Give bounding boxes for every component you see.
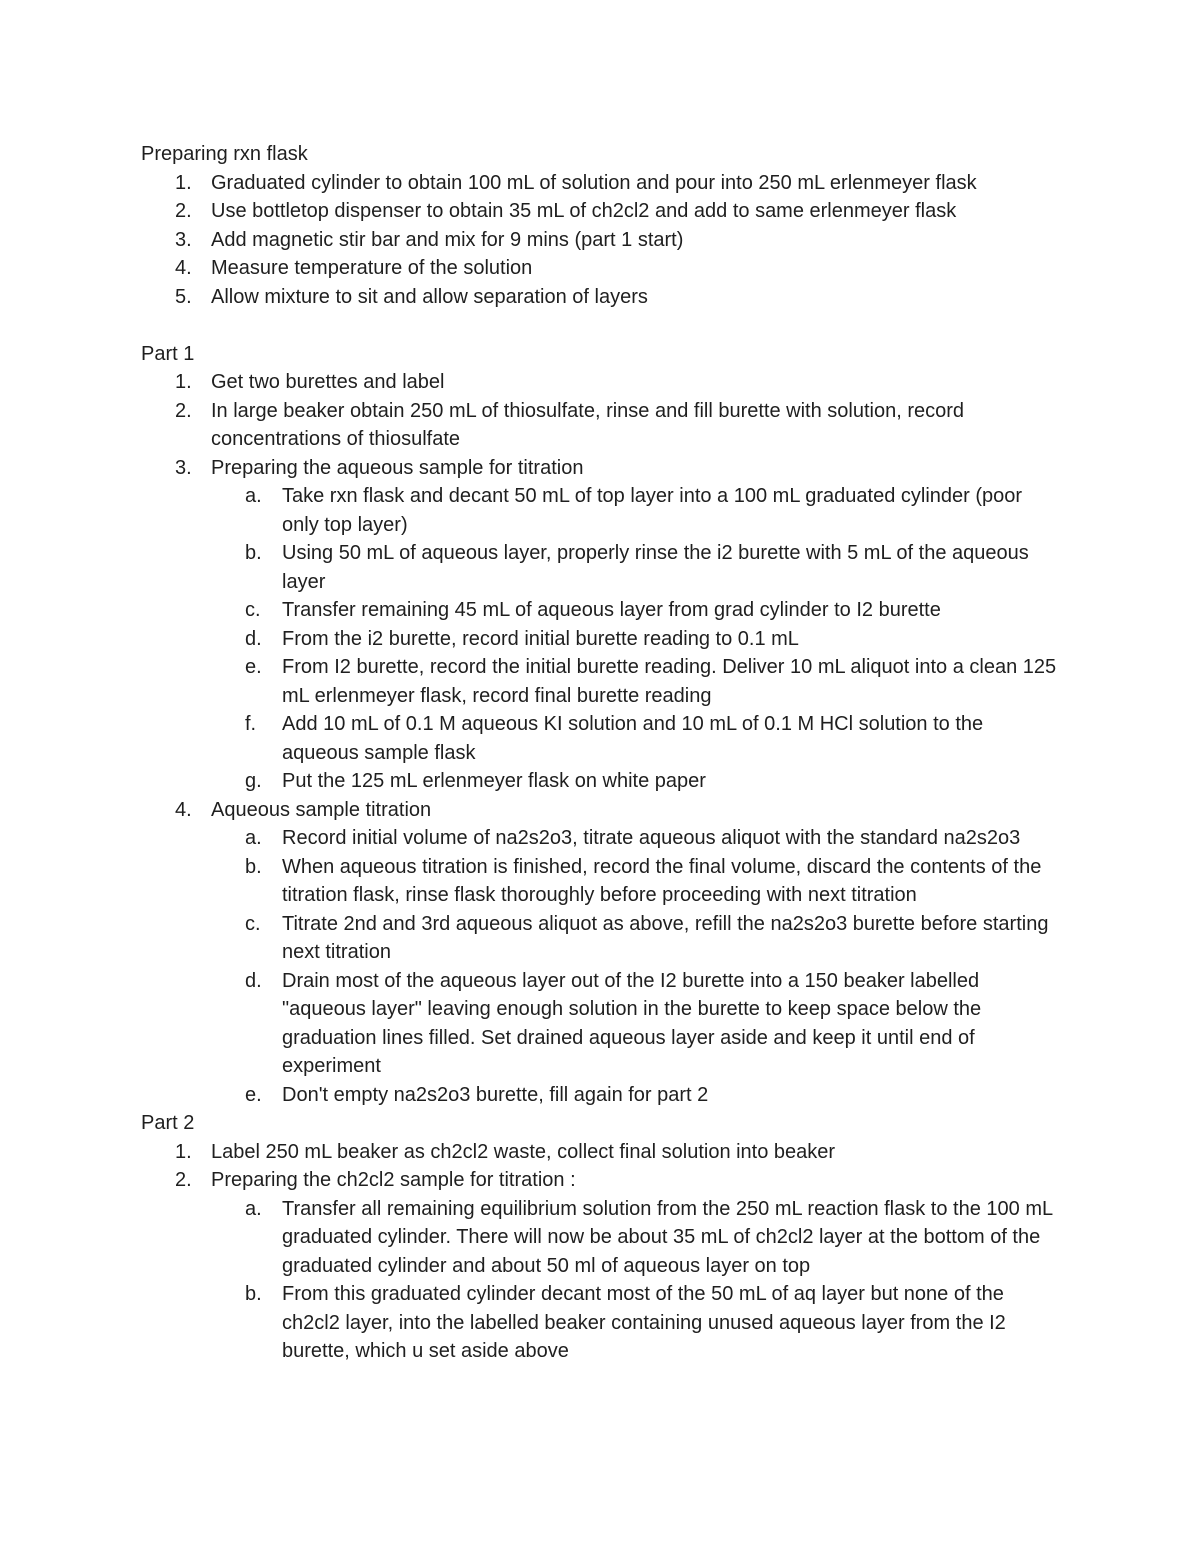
section-preparing-rxn-flask (141, 140, 1061, 311)
sub-list-item-text: Transfer remaining 45 mL of aqueous layer from grad cylinder to I2 burette (282, 599, 941, 621)
list-number: 1. (175, 1140, 192, 1163)
section-title: Part 1 (141, 342, 195, 365)
numbered-list (141, 368, 1061, 1109)
sub-list-item (211, 1081, 1061, 1110)
sub-list-item (211, 910, 1061, 967)
list-item (141, 1166, 1061, 1366)
blank-line (141, 311, 1061, 340)
sub-list-item-text: Drain most of the aqueous layer out of the I2 burette into a 150 beaker labelled "aqueous layer" leaving enough solution in the burette to keep space below the graduation lines filled. Set drained aqueous layer aside and keep it until end of experiment (282, 969, 982, 1077)
list-item-text: Allow mixture to sit and allow separation of layers (211, 285, 648, 308)
document-page (141, 140, 1061, 1366)
list-item-text: Add magnetic stir bar and mix for 9 mins (part 1 start) (211, 228, 684, 251)
list-letter: c. (245, 599, 261, 621)
sub-list-item (211, 653, 1061, 710)
list-letter: b. (245, 542, 262, 564)
list-number: 5. (175, 285, 192, 308)
lettered-list (211, 1195, 1061, 1366)
list-item (141, 796, 1061, 1110)
section-part-1 (141, 340, 1061, 1110)
list-letter: c. (245, 912, 261, 935)
list-number: 4. (175, 798, 192, 821)
lettered-list (211, 482, 1061, 796)
list-item-text: Measure temperature of the solution (211, 257, 533, 279)
sub-list-item (211, 853, 1061, 910)
list-letter: d. (245, 969, 262, 992)
sub-list-item (211, 967, 1061, 1081)
sub-list-item-text: Using 50 mL of aqueous layer, properly rinse the i2 burette with 5 mL of the aqueous layer (282, 542, 1029, 593)
list-item (141, 368, 1061, 397)
sub-list-item-text: From the i2 burette, record initial burette reading to 0.1 mL (282, 627, 799, 650)
list-letter: a. (245, 1197, 262, 1220)
list-item-text: Preparing the aqueous sample for titration (211, 456, 584, 479)
list-item-text: Aqueous sample titration (211, 798, 432, 821)
sub-list-item-text: Don't empty na2s2o3 burette, fill again for part 2 (282, 1083, 709, 1106)
list-letter: e. (245, 1083, 262, 1106)
list-number: 2. (175, 1169, 192, 1191)
sub-list-item (211, 1195, 1061, 1281)
list-letter: b. (245, 855, 262, 878)
list-letter: e. (245, 656, 262, 678)
lettered-list (211, 824, 1061, 1109)
sub-list-item-text: Put the 125 mL erlenmeyer flask on white paper (282, 770, 706, 792)
list-number: 4. (175, 257, 192, 279)
list-item-text: Label 250 mL beaker as ch2cl2 waste, collect final solution into beaker (211, 1140, 836, 1163)
sub-list-item (211, 1280, 1061, 1366)
list-item (141, 169, 1061, 198)
sub-list-item-text: Titrate 2nd and 3rd aqueous aliquot as above, refill the na2s2o3 burette before starting next titration (282, 912, 1049, 963)
list-item-text: Preparing the ch2cl2 sample for titration : (211, 1169, 576, 1191)
list-letter: d. (245, 627, 262, 650)
list-item (141, 397, 1061, 454)
sub-list-item (211, 539, 1061, 596)
list-number: 1. (175, 171, 192, 194)
list-letter: a. (245, 485, 262, 507)
section-part-2 (141, 1109, 1061, 1366)
sub-list-item (211, 824, 1061, 853)
sub-list-item-text: Add 10 mL of 0.1 M aqueous KI solution and 10 mL of 0.1 M HCl solution to the aqueous sample flask (282, 713, 984, 764)
list-item-text: Get two burettes and label (211, 371, 445, 393)
list-item (141, 254, 1061, 283)
list-letter: g. (245, 770, 262, 792)
sub-list-item-text: From I2 burette, record the initial burette reading. Deliver 10 mL aliquot into a clean 125 mL erlenmeyer flask, record final burette reading (282, 656, 1057, 707)
sub-list-item-text: Take rxn flask and decant 50 mL of top layer into a 100 mL graduated cylinder (poor only top layer) (282, 485, 1023, 536)
numbered-list (141, 169, 1061, 312)
list-letter: f. (245, 713, 257, 735)
list-item (141, 197, 1061, 226)
sub-list-item (211, 482, 1061, 539)
sub-list-item (211, 710, 1061, 767)
list-letter: b. (245, 1283, 262, 1305)
list-number: 3. (175, 456, 192, 479)
list-item-text: In large beaker obtain 250 mL of thiosulfate, rinse and fill burette with solution, record concentrations of thiosulfate (211, 399, 965, 450)
sub-list-item-text: Transfer all remaining equilibrium solution from the 250 mL reaction flask to the 100 mL graduated cylinder. There will now be about 35 mL of ch2cl2 layer at the bottom of the graduated cylinder and about 50 ml of aqueous layer on top (282, 1197, 1053, 1277)
sub-list-item (211, 767, 1061, 796)
list-item-text: Graduated cylinder to obtain 100 mL of solution and pour into 250 mL erlenmeyer flask (211, 171, 977, 194)
list-item (141, 283, 1061, 312)
list-number: 2. (175, 200, 192, 222)
section-title: Part 2 (141, 1112, 195, 1134)
numbered-list (141, 1138, 1061, 1366)
sub-list-item (211, 596, 1061, 625)
list-item-text: Use bottletop dispenser to obtain 35 mL of ch2cl2 and add to same erlenmeyer flask (211, 200, 957, 222)
list-number: 3. (175, 228, 192, 251)
section-title: Preparing rxn flask (141, 143, 308, 165)
list-number: 2. (175, 399, 192, 422)
list-number: 1. (175, 371, 192, 393)
sub-list-item-text: Record initial volume of na2s2o3, titrate aqueous aliquot with the standard na2s2o3 (282, 827, 1021, 849)
list-item (141, 454, 1061, 796)
list-item (141, 226, 1061, 255)
sub-list-item-text: When aqueous titration is finished, record the final volume, discard the contents of the titration flask, rinse flask thoroughly before proceeding with next titration (282, 855, 1042, 906)
list-item (141, 1138, 1061, 1167)
sub-list-item-text: From this graduated cylinder decant most of the 50 mL of aq layer but none of the ch2cl2 layer, into the labelled beaker containing unused aqueous layer from the I2 burette, which u set aside above (282, 1283, 1006, 1362)
list-letter: a. (245, 827, 262, 849)
sub-list-item (211, 625, 1061, 654)
